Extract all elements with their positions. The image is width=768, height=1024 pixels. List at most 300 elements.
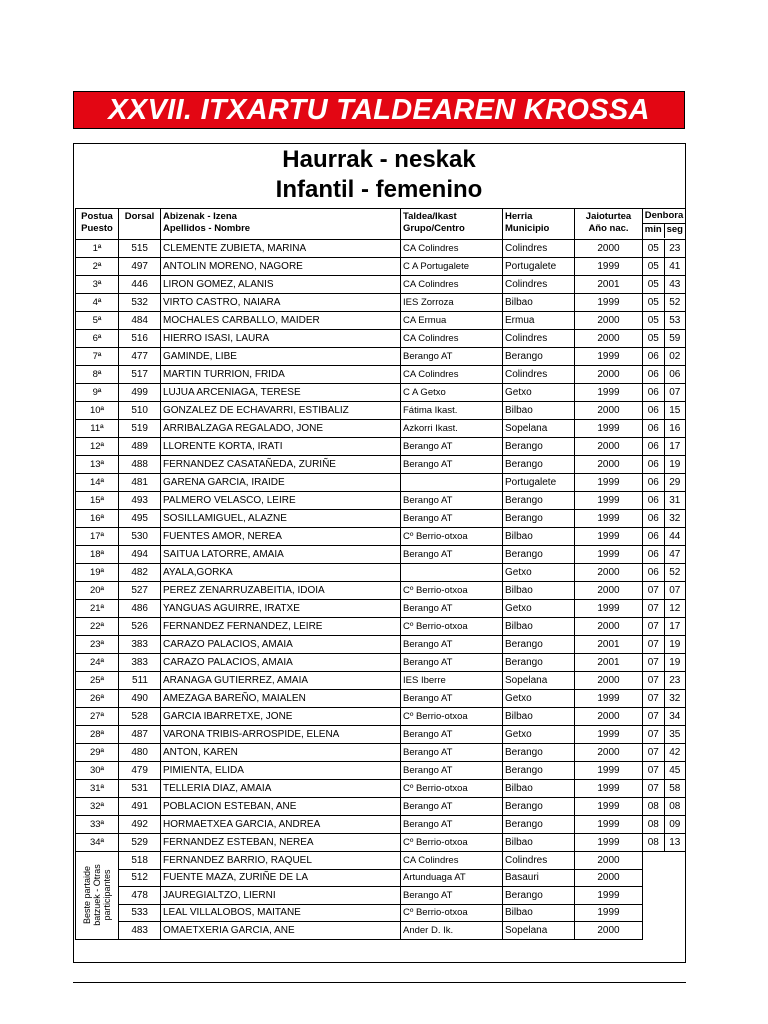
sec-cell: 17: [669, 621, 681, 632]
min-cell: 06: [643, 438, 665, 455]
min-cell: 06: [643, 492, 665, 509]
min-cell: 06: [643, 564, 665, 581]
year-cell: 2001: [575, 276, 643, 294]
year-cell: 1999: [575, 887, 643, 905]
name-cell: GARENA GARCIA, IRAIDE: [161, 474, 401, 492]
min-cell: 07: [643, 726, 665, 743]
name-cell: VIRTO CASTRO, NAIARA: [161, 294, 401, 312]
year-cell: 1999: [575, 294, 643, 312]
town-cell: Berango: [503, 636, 575, 654]
min-cell: 08: [643, 816, 665, 833]
bib-cell: 519: [119, 420, 161, 438]
town-cell: Sopelana: [503, 672, 575, 690]
table-row: [76, 510, 686, 528]
club-cell: [401, 564, 503, 582]
sec-cell: 44: [669, 531, 681, 542]
bib-cell: 526: [119, 618, 161, 636]
year-cell: 2000: [575, 456, 643, 474]
club-cell: Berango AT: [401, 438, 503, 456]
position-cell: 25ª: [76, 672, 119, 690]
club-cell: Cº Berrio-otxoa: [401, 708, 503, 726]
bib-cell: 517: [119, 366, 161, 384]
table-row: [76, 618, 686, 636]
table-row: [76, 456, 686, 474]
bottom-rule: [73, 982, 686, 983]
position-cell: 10ª: [76, 402, 119, 420]
club-cell: Berango AT: [401, 762, 503, 780]
min-cell: 06: [643, 510, 665, 527]
name-cell: PEREZ ZENARRUZABEITIA, IDOIA: [161, 582, 401, 600]
min-cell: 08: [643, 834, 665, 851]
position-cell: 13ª: [76, 456, 119, 474]
club-cell: Cº Berrio-otxoa: [401, 582, 503, 600]
table-row: [76, 762, 686, 780]
position-cell: 1ª: [76, 240, 119, 258]
min-cell: 05: [643, 312, 665, 329]
table-row: [76, 348, 686, 366]
bib-cell: 529: [119, 834, 161, 852]
year-cell: 2001: [575, 636, 643, 654]
header-town: Herria Municipio: [503, 209, 575, 240]
table-row: [76, 276, 686, 294]
min-cell: 07: [643, 708, 665, 725]
min-cell: 06: [643, 420, 665, 437]
town-cell: Getxo: [503, 384, 575, 402]
sec-cell: 41: [669, 261, 681, 272]
min-cell: 07: [643, 582, 665, 599]
header-position: Postua Puesto: [76, 209, 119, 240]
table-row: [76, 384, 686, 402]
name-cell: FUENTE MAZA, ZURIÑE DE LA: [161, 869, 401, 887]
sec-cell: 15: [669, 405, 681, 416]
name-cell: FERNANDEZ FERNANDEZ, LEIRE: [161, 618, 401, 636]
town-cell: Berango: [503, 744, 575, 762]
town-cell: Bilbao: [503, 708, 575, 726]
min-cell: 05: [643, 276, 665, 293]
table-row: [76, 528, 686, 546]
table-row: [76, 474, 686, 492]
min-cell: 07: [643, 672, 665, 689]
table-row: [76, 834, 686, 852]
town-cell: Colindres: [503, 366, 575, 384]
year-cell: 1999: [575, 420, 643, 438]
club-cell: CA Colindres: [401, 366, 503, 384]
header-club: Taldea/Ikast Grupo/Centro: [401, 209, 503, 240]
position-cell: 29ª: [76, 744, 119, 762]
sec-cell: 42: [669, 747, 681, 758]
position-cell: 18ª: [76, 546, 119, 564]
bib-cell: 528: [119, 708, 161, 726]
sec-cell: 45: [669, 765, 681, 776]
name-cell: PALMERO VELASCO, LEIRE: [161, 492, 401, 510]
name-cell: MOCHALES CARBALLO, MAIDER: [161, 312, 401, 330]
other-participant-row: [76, 922, 686, 940]
town-cell: Bilbao: [503, 780, 575, 798]
club-cell: IES Zorroza: [401, 294, 503, 312]
club-cell: Cº Berrio-otxoa: [401, 528, 503, 546]
year-cell: 1999: [575, 780, 643, 798]
club-cell: [401, 474, 503, 492]
bib-cell: 484: [119, 312, 161, 330]
bib-cell: 487: [119, 726, 161, 744]
club-cell: Ander D. Ik.: [401, 922, 503, 940]
club-cell: Berango AT: [401, 348, 503, 366]
position-cell: 15ª: [76, 492, 119, 510]
table-row: [76, 780, 686, 798]
table-row: [76, 636, 686, 654]
position-cell: 26ª: [76, 690, 119, 708]
club-cell: Cº Berrio-otxoa: [401, 618, 503, 636]
other-participant-row: [76, 852, 686, 870]
other-participants-label: Beste partaide batzuek - Otras participantes: [76, 852, 119, 940]
position-cell: 19ª: [76, 564, 119, 582]
name-cell: FUENTES AMOR, NEREA: [161, 528, 401, 546]
bib-cell: 530: [119, 528, 161, 546]
year-cell: 1999: [575, 798, 643, 816]
town-cell: Colindres: [503, 330, 575, 348]
min-cell: 06: [643, 546, 665, 563]
bib-cell: 510: [119, 402, 161, 420]
table-row: [76, 798, 686, 816]
town-cell: Getxo: [503, 600, 575, 618]
category-heading: [73, 145, 685, 205]
sec-cell: 59: [669, 333, 681, 344]
header-sec: seg: [666, 224, 683, 235]
name-cell: TELLERIA DIAZ, AMAIA: [161, 780, 401, 798]
min-cell: 07: [643, 780, 665, 797]
year-cell: 1999: [575, 690, 643, 708]
town-cell: Berango: [503, 456, 575, 474]
table-row: [76, 438, 686, 456]
results-table: [75, 208, 686, 940]
min-cell: 05: [643, 240, 665, 257]
club-cell: Berango AT: [401, 492, 503, 510]
position-cell: 7ª: [76, 348, 119, 366]
name-cell: ANTOLIN MORENO, NAGORE: [161, 258, 401, 276]
bib-cell: 482: [119, 564, 161, 582]
club-cell: CA Colindres: [401, 276, 503, 294]
town-cell: Sopelana: [503, 922, 575, 940]
bib-cell: 483: [119, 922, 161, 940]
bib-cell: 518: [119, 852, 161, 870]
table-row: [76, 744, 686, 762]
position-cell: 2ª: [76, 258, 119, 276]
town-cell: Berango: [503, 762, 575, 780]
bib-cell: 494: [119, 546, 161, 564]
year-cell: 1999: [575, 546, 643, 564]
table-row: [76, 564, 686, 582]
club-cell: IES Iberre: [401, 672, 503, 690]
table-row: [76, 546, 686, 564]
town-cell: Getxo: [503, 690, 575, 708]
sec-cell: 07: [669, 387, 681, 398]
year-cell: 2000: [575, 564, 643, 582]
club-cell: C A Getxo: [401, 384, 503, 402]
min-cell: 06: [643, 456, 665, 473]
sec-cell: 19: [669, 657, 681, 668]
town-cell: Basauri: [503, 869, 575, 887]
name-cell: LEAL VILLALOBOS, MAITANE: [161, 904, 401, 922]
name-cell: JAUREGIALTZO, LIERNI: [161, 887, 401, 905]
club-cell: Berango AT: [401, 798, 503, 816]
year-cell: 1999: [575, 510, 643, 528]
town-cell: Berango: [503, 438, 575, 456]
name-cell: OMAETXERIA GARCIA, ANE: [161, 922, 401, 940]
table-row: [76, 330, 686, 348]
sec-cell: 12: [669, 603, 681, 614]
club-cell: Berango AT: [401, 636, 503, 654]
min-cell: 06: [643, 348, 665, 365]
sec-cell: 47: [669, 549, 681, 560]
min-cell: 06: [643, 402, 665, 419]
bib-cell: 492: [119, 816, 161, 834]
other-participant-row: [76, 887, 686, 905]
bib-cell: 516: [119, 330, 161, 348]
min-cell: 07: [643, 636, 665, 653]
year-cell: 2000: [575, 366, 643, 384]
header-bib: Dorsal: [119, 209, 161, 240]
min-cell: 05: [643, 294, 665, 311]
name-cell: ARANAGA GUTIERREZ, AMAIA: [161, 672, 401, 690]
name-cell: POBLACION ESTEBAN, ANE: [161, 798, 401, 816]
year-cell: 1999: [575, 348, 643, 366]
empty-time-cell: [643, 869, 686, 887]
sec-cell: 53: [669, 315, 681, 326]
town-cell: Bilbao: [503, 528, 575, 546]
name-cell: SAITUA LATORRE, AMAIA: [161, 546, 401, 564]
name-cell: PIMIENTA, ELIDA: [161, 762, 401, 780]
position-cell: 21ª: [76, 600, 119, 618]
club-cell: CA Colindres: [401, 240, 503, 258]
year-cell: 1999: [575, 492, 643, 510]
position-cell: 33ª: [76, 816, 119, 834]
position-cell: 12ª: [76, 438, 119, 456]
name-cell: SOSILLAMIGUEL, ALAZNE: [161, 510, 401, 528]
year-cell: 1999: [575, 904, 643, 922]
sec-cell: 08: [669, 801, 681, 812]
sec-cell: 02: [669, 351, 681, 362]
bib-cell: 446: [119, 276, 161, 294]
town-cell: Colindres: [503, 276, 575, 294]
club-cell: CA Ermua: [401, 312, 503, 330]
sec-cell: 19: [669, 459, 681, 470]
name-cell: HIERRO ISASI, LAURA: [161, 330, 401, 348]
position-cell: 5ª: [76, 312, 119, 330]
name-cell: GAMINDE, LIBE: [161, 348, 401, 366]
town-cell: Ermua: [503, 312, 575, 330]
sec-cell: 23: [669, 675, 681, 686]
empty-time-cell: [643, 852, 686, 870]
club-cell: Cº Berrio-otxoa: [401, 834, 503, 852]
year-cell: 2000: [575, 618, 643, 636]
name-cell: CARAZO PALACIOS, AMAIA: [161, 654, 401, 672]
position-cell: 4ª: [76, 294, 119, 312]
header-min: min: [643, 224, 665, 238]
year-cell: 2000: [575, 240, 643, 258]
town-cell: Berango: [503, 816, 575, 834]
bib-cell: 479: [119, 762, 161, 780]
table-row: [76, 816, 686, 834]
sec-cell: 19: [669, 639, 681, 650]
bib-cell: 488: [119, 456, 161, 474]
club-cell: Berango AT: [401, 816, 503, 834]
year-cell: 1999: [575, 384, 643, 402]
bib-cell: 491: [119, 798, 161, 816]
sec-cell: 43: [669, 279, 681, 290]
bib-cell: 489: [119, 438, 161, 456]
bib-cell: 532: [119, 294, 161, 312]
position-cell: 8ª: [76, 366, 119, 384]
table-row: [76, 726, 686, 744]
position-cell: 24ª: [76, 654, 119, 672]
table-row: [76, 402, 686, 420]
name-cell: CARAZO PALACIOS, AMAIA: [161, 636, 401, 654]
table-row: [76, 708, 686, 726]
position-cell: 17ª: [76, 528, 119, 546]
town-cell: Berango: [503, 546, 575, 564]
year-cell: 2000: [575, 744, 643, 762]
position-cell: 23ª: [76, 636, 119, 654]
min-cell: 08: [643, 798, 665, 815]
town-cell: Bilbao: [503, 402, 575, 420]
club-cell: Berango AT: [401, 744, 503, 762]
year-cell: 2000: [575, 852, 643, 870]
town-cell: Berango: [503, 798, 575, 816]
bib-cell: 493: [119, 492, 161, 510]
club-cell: Berango AT: [401, 546, 503, 564]
club-cell: Berango AT: [401, 887, 503, 905]
table-row: [76, 600, 686, 618]
bib-cell: 383: [119, 636, 161, 654]
year-cell: 1999: [575, 474, 643, 492]
club-cell: Cº Berrio-otxoa: [401, 780, 503, 798]
year-cell: 1999: [575, 600, 643, 618]
town-cell: Berango: [503, 492, 575, 510]
year-cell: 2000: [575, 708, 643, 726]
year-cell: 2001: [575, 654, 643, 672]
table-row: [76, 312, 686, 330]
bib-cell: 383: [119, 654, 161, 672]
position-cell: 31ª: [76, 780, 119, 798]
year-cell: 2000: [575, 330, 643, 348]
sec-cell: 17: [669, 441, 681, 452]
empty-time-cell: [643, 904, 686, 922]
min-cell: 06: [643, 474, 665, 491]
bib-cell: 515: [119, 240, 161, 258]
town-cell: Colindres: [503, 240, 575, 258]
bib-cell: 512: [119, 869, 161, 887]
table-row: [76, 582, 686, 600]
club-cell: Berango AT: [401, 600, 503, 618]
year-cell: 2000: [575, 582, 643, 600]
empty-time-cell: [643, 887, 686, 905]
year-cell: 1999: [575, 816, 643, 834]
sec-cell: 07: [669, 585, 681, 596]
town-cell: Bilbao: [503, 834, 575, 852]
name-cell: AYALA,GORKA: [161, 564, 401, 582]
min-cell: 06: [643, 384, 665, 401]
name-cell: LLORENTE KORTA, IRATI: [161, 438, 401, 456]
sec-cell: 32: [669, 693, 681, 704]
min-cell: 07: [643, 762, 665, 779]
header-year: Jaioturtea Año nac.: [575, 209, 643, 240]
min-cell: 05: [643, 258, 665, 275]
other-participant-row: [76, 869, 686, 887]
name-cell: GONZALEZ DE ECHAVARRI, ESTIBALIZ: [161, 402, 401, 420]
min-cell: 05: [643, 330, 665, 347]
year-cell: 2000: [575, 438, 643, 456]
name-cell: ARRIBALZAGA REGALADO, JONE: [161, 420, 401, 438]
position-cell: 16ª: [76, 510, 119, 528]
name-cell: HORMAETXEA GARCIA, ANDREA: [161, 816, 401, 834]
town-cell: Portugalete: [503, 258, 575, 276]
position-cell: 14ª: [76, 474, 119, 492]
bib-cell: 499: [119, 384, 161, 402]
club-cell: CA Colindres: [401, 330, 503, 348]
club-cell: Berango AT: [401, 654, 503, 672]
bib-cell: 497: [119, 258, 161, 276]
year-cell: 2000: [575, 672, 643, 690]
bib-cell: 527: [119, 582, 161, 600]
sec-cell: 16: [669, 423, 681, 434]
min-cell: 06: [643, 528, 665, 545]
bib-cell: 478: [119, 887, 161, 905]
table-row: [76, 492, 686, 510]
table-row: [76, 672, 686, 690]
name-cell: MARTIN TURRION, FRIDA: [161, 366, 401, 384]
position-cell: 3ª: [76, 276, 119, 294]
club-cell: Berango AT: [401, 690, 503, 708]
bib-cell: 480: [119, 744, 161, 762]
bib-cell: 490: [119, 690, 161, 708]
club-cell: Berango AT: [401, 726, 503, 744]
year-cell: 1999: [575, 726, 643, 744]
year-cell: 2000: [575, 869, 643, 887]
table-row: [76, 366, 686, 384]
club-cell: Cº Berrio-otxoa: [401, 904, 503, 922]
name-cell: YANGUAS AGUIRRE, IRATXE: [161, 600, 401, 618]
race-title: XXVII. ITXARTU TALDEAREN KROSSA: [73, 91, 685, 129]
sec-cell: 34: [669, 711, 681, 722]
town-cell: Portugalete: [503, 474, 575, 492]
bib-cell: 533: [119, 904, 161, 922]
year-cell: 2000: [575, 402, 643, 420]
town-cell: Bilbao: [503, 294, 575, 312]
town-cell: Berango: [503, 887, 575, 905]
club-cell: Berango AT: [401, 510, 503, 528]
table-row: [76, 240, 686, 258]
club-cell: Azkorri Ikast.: [401, 420, 503, 438]
position-cell: 9ª: [76, 384, 119, 402]
sec-cell: 29: [669, 477, 681, 488]
name-cell: VARONA TRIBIS-ARROSPIDE, ELENA: [161, 726, 401, 744]
bib-cell: 477: [119, 348, 161, 366]
category-spanish: Infantil - femenino: [275, 176, 483, 203]
year-cell: 1999: [575, 258, 643, 276]
table-row: [76, 258, 686, 276]
header-row: [76, 209, 686, 240]
position-cell: 6ª: [76, 330, 119, 348]
name-cell: CLEMENTE ZUBIETA, MARINA: [161, 240, 401, 258]
sec-cell: 09: [669, 819, 681, 830]
year-cell: 1999: [575, 762, 643, 780]
min-cell: 07: [643, 600, 665, 617]
name-cell: ANTON, KAREN: [161, 744, 401, 762]
town-cell: Getxo: [503, 726, 575, 744]
sec-cell: 13: [669, 837, 681, 848]
sec-cell: 31: [669, 495, 681, 506]
sec-cell: 06: [669, 369, 681, 380]
